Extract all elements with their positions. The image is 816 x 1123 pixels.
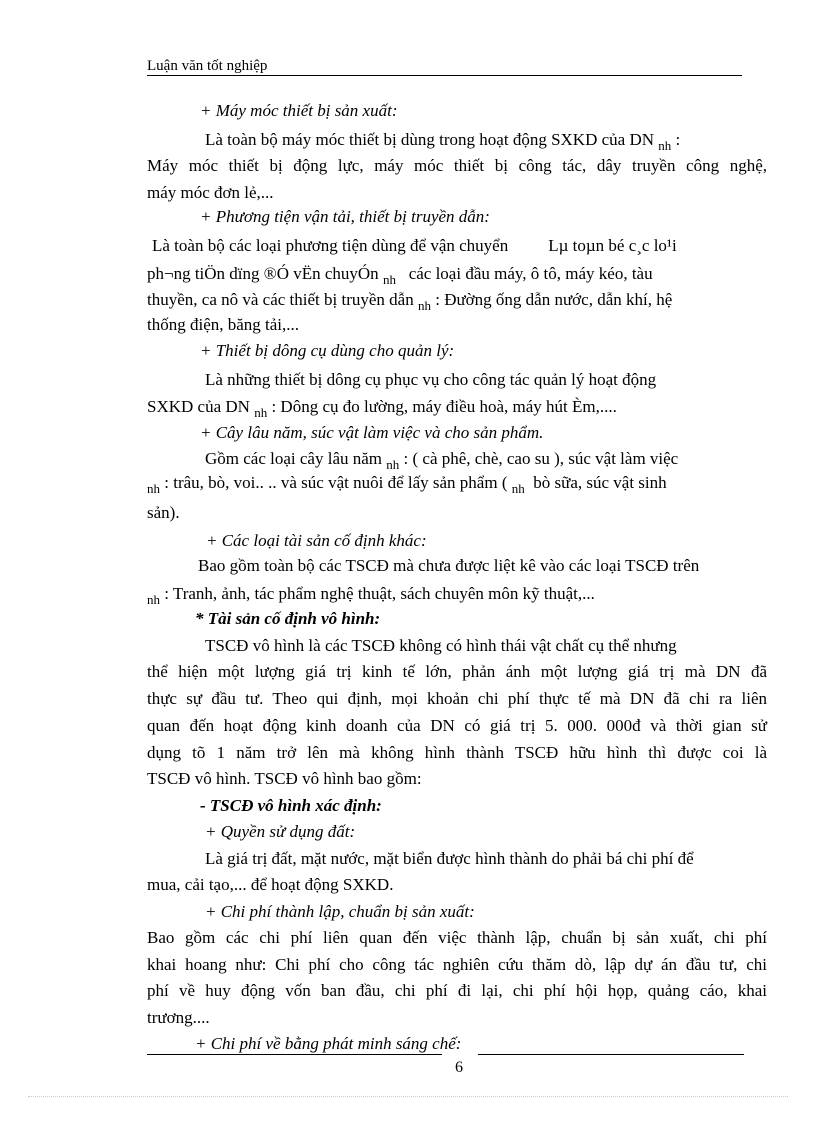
text-line: thể hiện một lượng giá trị kinh tế lớn, phản ánh một lượng giá trị mà DN đã bbox=[147, 662, 767, 681]
heading-machinery: + Máy móc thiết bị sản xuất: bbox=[200, 101, 398, 120]
text-line: quan đến hoạt động kinh doanh của DN có giá trị 5. 000. 000đ và thời gian sử bbox=[147, 716, 767, 735]
text-line: TSCĐ vô hình là các TSCĐ không có hình thái vật chất cụ thể nhưng bbox=[205, 636, 677, 655]
abbr-nh: nh bbox=[386, 457, 400, 472]
text-line: mua, cải tạo,... để hoạt động SXKD. bbox=[147, 875, 394, 894]
heading-other-assets: + Các loại tài sản cố định khác: bbox=[206, 531, 427, 550]
heading-establishment-costs: + Chi phí thành lập, chuẩn bị sản xuất: bbox=[205, 902, 475, 921]
abbr-nh: nh bbox=[658, 138, 672, 153]
page-number: 6 bbox=[455, 1059, 463, 1076]
text-line: sản). bbox=[147, 503, 180, 522]
header-rule-right bbox=[612, 75, 742, 76]
header-rule-left bbox=[147, 75, 612, 76]
text-line: Là những thiết bị dông cụ phục vụ cho công tác quản lý hoạt động bbox=[205, 370, 657, 389]
text-line: Bao gồm toàn bộ các TSCĐ mà chưa được liệt kê vào các loại TSCĐ trên bbox=[198, 556, 700, 575]
abbr-nh: nh bbox=[511, 481, 525, 496]
text-line: dụng tõ 1 năm trở lên mà không hình thành TSCĐ hữu hình thì được coi là bbox=[147, 743, 767, 762]
heading-transport: + Phương tiện vận tải, thiết bị truyền dẫn: bbox=[200, 207, 490, 226]
text-line: Là toàn bộ các loại phương tiện dùng để vận chuyển Lµ toµn bé c¸c lo¹i bbox=[152, 236, 677, 255]
abbr-nh: nh bbox=[417, 298, 431, 313]
text-line: $_{nh}$ : Tranh, ảnh, tác phẩm nghệ thuật, sách chuyên môn kỹ thuật,... bbox=[147, 584, 595, 607]
heading-perennials: + Cây lâu năm, súc vật làm việc và cho sản phẩm. bbox=[200, 423, 544, 442]
heading-patent-costs: + Chi phí về bằng phát minh sáng chế: bbox=[195, 1034, 462, 1053]
footer-rule-left bbox=[147, 1054, 442, 1055]
footer-rule-right bbox=[478, 1054, 744, 1055]
heading-intangible-assets: * Tài sản cố định vô hình: bbox=[195, 609, 381, 628]
text-line: Gồm các loại cây lâu năm $_{nh}$ : ( cà phê, chè, cao su ), súc vật làm việc bbox=[205, 449, 679, 472]
text-line: TSCĐ vô hình. TSCĐ vô hình bao gồm: bbox=[147, 769, 422, 788]
garbled-text: Lµ toµn bé c¸c lo¹i bbox=[548, 236, 677, 255]
text-line: $_{nh}$ : trâu, bò, voi.. .. và súc vật nuôi để lấy sản phẩm ( $_{nh}$ bò sữa, súc vật sinh bbox=[147, 473, 667, 496]
abbr-nh: nh bbox=[254, 405, 268, 420]
garbled-text: ph¬ng tiÖn dïng ®Ó vËn chuyÓn bbox=[147, 264, 379, 283]
heading-management-tools: + Thiết bị dông cụ dùng cho quản lý: bbox=[200, 341, 455, 360]
text-line: máy móc đơn lẻ,... bbox=[147, 183, 274, 202]
header-title: Luận văn tốt nghiệp bbox=[147, 58, 268, 74]
text-line: thực sự đầu tư. Theo qui định, mọi khoản chi phí thực tế mà DN đã chi ra liên bbox=[147, 689, 767, 708]
abbr-nh: nh bbox=[382, 272, 396, 287]
text-line: khai hoang như: Chi phí cho công tác nghiên cứu thăm dò, lập dự án đầu tư, chi bbox=[147, 955, 767, 974]
text-line: SXKD của DN $_{nh}$ : Dông cụ đo lường, máy điều hoà, máy hút Èm,.... bbox=[147, 397, 617, 420]
text-line: Là toàn bộ máy móc thiết bị dùng trong hoạt động SXKD của DN $_{nh}$ : bbox=[205, 130, 681, 153]
text-line: Là giá trị đất, mặt nước, mặt biển được hình thành do phải bá chi phí để bbox=[205, 849, 694, 868]
heading-land-use-rights: + Quyền sử dụng đất: bbox=[205, 822, 356, 841]
text-line: thống điện, băng tải,... bbox=[147, 315, 300, 334]
abbr-nh: nh bbox=[147, 481, 160, 496]
text-line: Bao gồm các chi phí liên quan đến việc thành lập, chuẩn bị sản xuất, chi phí bbox=[147, 928, 767, 947]
text-line: ph¬ng tiÖn dïng ®Ó vËn chuyÓn $_{nh}$ các loại đầu máy, ô tô, máy kéo, tàu bbox=[147, 264, 653, 287]
heading-identifiable-intangible: - TSCĐ vô hình xác định: bbox=[200, 796, 382, 815]
abbr-nh: nh bbox=[147, 592, 160, 607]
page-bottom-dotted-rule bbox=[28, 1096, 788, 1097]
text-line: phí về huy động vốn ban đầu, chi phí đi lại, chi phí hội họp, quảng cáo, khai bbox=[147, 981, 767, 1000]
text-line: thuyền, ca nô và các thiết bị truyền dẫn $_{nh}$ : Đường ống dẫn nước, dẫn khí, hệ bbox=[147, 290, 673, 313]
text-line: Máy móc thiết bị động lực, máy móc thiết bị công tác, dây truyền công nghệ, bbox=[147, 156, 767, 175]
page-header bbox=[147, 56, 742, 76]
text-line: trương.... bbox=[147, 1008, 210, 1027]
